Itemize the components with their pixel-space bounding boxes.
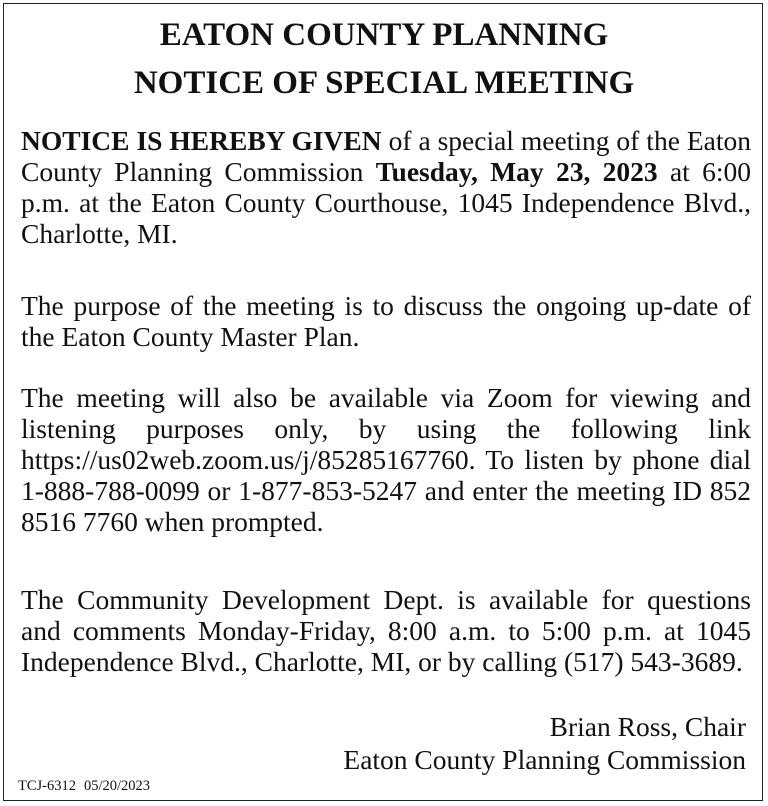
notice-title-line-2: NOTICE OF SPECIAL MEETING [133, 65, 635, 101]
signatory-name: Brian Ross, Chair [549, 711, 746, 742]
contact-paragraph: The Community Development Dept. is available for questions and comments Monday-Friday, 8:00 a.m. to 5:00 p.m. at 1045 Independence Blvd., Charlotte, MI, or by calling (517) 543-3689. [21, 584, 751, 677]
meeting-intro-text: of a special meeting of the Eaton County Planning Commission [21, 125, 751, 187]
notice-lead-text: NOTICE IS HEREBY GIVEN [21, 125, 382, 156]
meeting-date: Tuesday, May 23, 2023 [375, 156, 658, 187]
publication-footer [18, 777, 150, 795]
publication-code: TCJ-6312 [18, 778, 76, 794]
signatory-organization: Eaton County Planning Commission [343, 744, 746, 775]
zoom-access-paragraph: The meeting will also be available via Zoom for viewing and listening purposes only, by using the following link https://us02web.zoom.us/j/85285167760. To listen by phone dial 1-888-788-0099 or 1-877-853-5247 and enter the meeting ID 852 8516 7760 when prompted. [21, 382, 751, 537]
meeting-time-location: at 6:00 p.m. at the Eaton County Courthouse, 1045 Independence Blvd., Charlotte, MI. [21, 156, 751, 249]
public-notice [3, 3, 763, 801]
purpose-paragraph: The purpose of the meeting is to discuss the ongoing up-date of the Eaton County Master Plan. [21, 290, 751, 352]
publication-date: 05/20/2023 [84, 778, 151, 794]
notice-title-line-1: EATON COUNTY PLANNING [159, 17, 609, 53]
meeting-details-paragraph [21, 125, 751, 249]
